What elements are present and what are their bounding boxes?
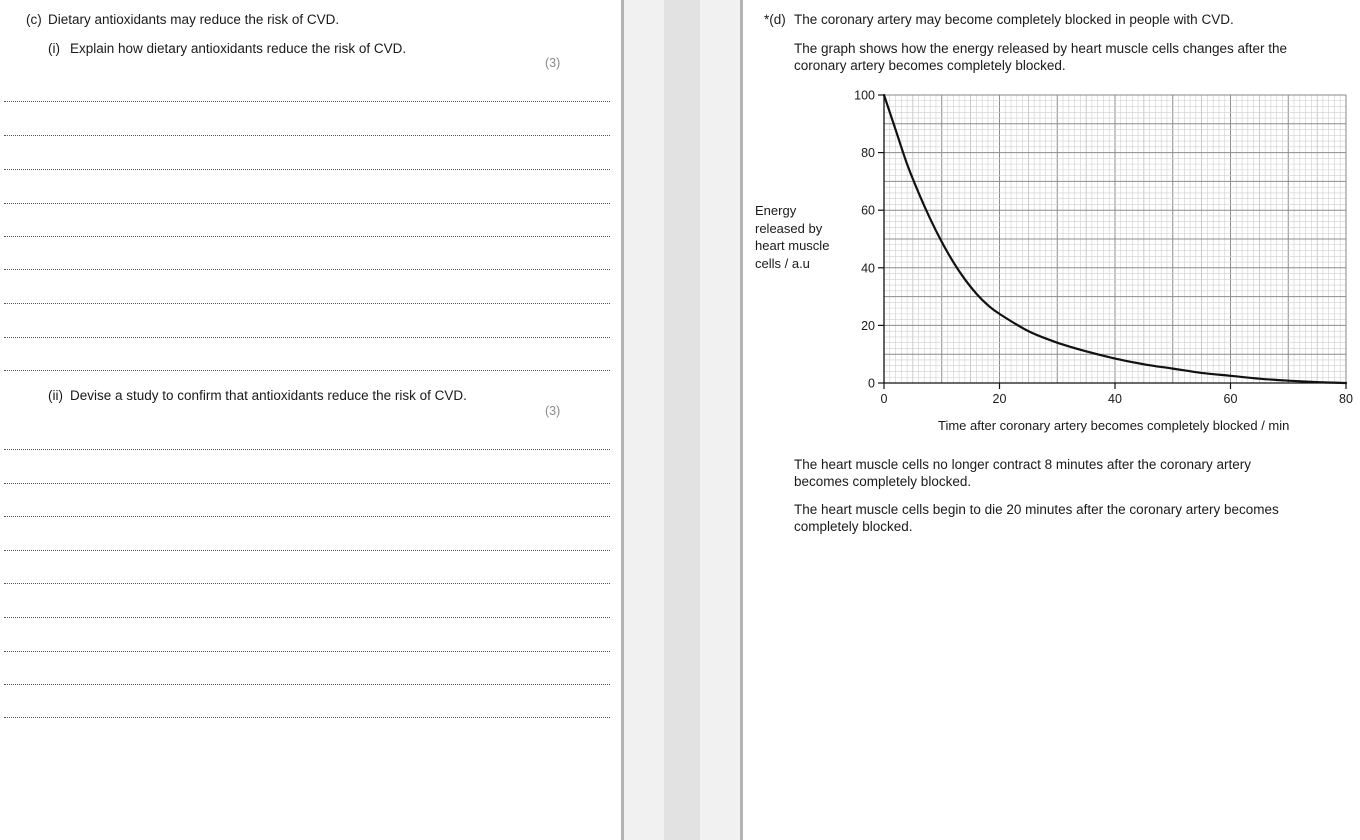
y-tick-label: 60 [861, 203, 875, 218]
x-tick-label: 60 [1223, 392, 1238, 406]
y-axis-label [755, 202, 829, 272]
answer-line[interactable] [4, 684, 610, 685]
answer-line[interactable] [4, 303, 610, 304]
paragraph-line: becomes completely blocked. [794, 474, 972, 489]
answer-line[interactable] [4, 617, 610, 618]
answer-line[interactable] [4, 337, 610, 338]
y-tick-label: 80 [861, 146, 875, 161]
marks-c-i: (3) [545, 56, 561, 70]
y-tick-label: 0 [868, 376, 875, 391]
answer-line[interactable] [4, 449, 610, 450]
x-tick-label: 0 [880, 392, 888, 406]
answer-line[interactable] [4, 483, 610, 484]
marks-c-ii: (3) [545, 404, 561, 418]
answer-line[interactable] [4, 651, 610, 652]
question-c-label: (c) [26, 12, 42, 27]
y-tick-label: 100 [854, 88, 875, 103]
info-paragraph-2 [794, 501, 1279, 535]
x-tick-label: 40 [1108, 392, 1122, 406]
y-tick-label: 40 [861, 261, 875, 276]
answer-line[interactable] [4, 135, 610, 136]
question-c-i-text: Explain how dietary antioxidants reduce the risk of CVD. [70, 41, 407, 56]
answer-line[interactable] [4, 370, 610, 371]
y-axis-label-line: released by [755, 220, 823, 236]
question-c-text: Dietary antioxidants may reduce the risk of CVD. [48, 12, 340, 27]
info-paragraph-1 [794, 456, 1251, 490]
y-axis-label-line: Energy [755, 203, 797, 218]
question-d-label: *(d) [764, 12, 786, 27]
answer-line[interactable] [4, 583, 610, 584]
paragraph-line: completely blocked. [794, 519, 913, 534]
x-tick-label: 20 [992, 392, 1007, 406]
x-tick-label: 80 [1339, 392, 1353, 406]
answer-line[interactable] [4, 516, 610, 517]
graph-intro [794, 40, 1287, 74]
gutter-strip [664, 0, 700, 840]
y-tick-label: 20 [861, 318, 875, 333]
answer-line[interactable] [4, 169, 610, 170]
answer-line[interactable] [4, 203, 610, 204]
left-page [0, 0, 621, 840]
y-axis-label-line: heart muscle [755, 238, 830, 253]
question-c-ii-text: Devise a study to confirm that antioxidants reduce the risk of CVD. [70, 388, 467, 403]
graph-intro-line: coronary artery becomes completely blocked. [794, 58, 1066, 73]
question-d-text: The coronary artery may become completely blocked in people with CVD. [794, 12, 1234, 27]
y-axis-label-line: cells / a.u [755, 255, 810, 271]
answer-line[interactable] [4, 550, 610, 551]
energy-graph [840, 84, 1360, 410]
answer-line[interactable] [4, 717, 610, 718]
answer-line[interactable] [4, 269, 610, 270]
question-c-ii-label: (ii) [48, 388, 63, 403]
paragraph-line: The heart muscle cells begin to die 20 minutes after the coronary artery becomes [794, 502, 1279, 517]
paragraph-line: The heart muscle cells no longer contract 8 minutes after the coronary artery [794, 457, 1251, 472]
question-c-i-label: (i) [48, 41, 60, 56]
answer-line[interactable] [4, 101, 610, 102]
graph-intro-line: The graph shows how the energy released by heart muscle cells changes after the [794, 41, 1288, 56]
answer-line[interactable] [4, 236, 610, 237]
x-axis-label: Time after coronary artery becomes completely blocked / min [938, 418, 1290, 433]
